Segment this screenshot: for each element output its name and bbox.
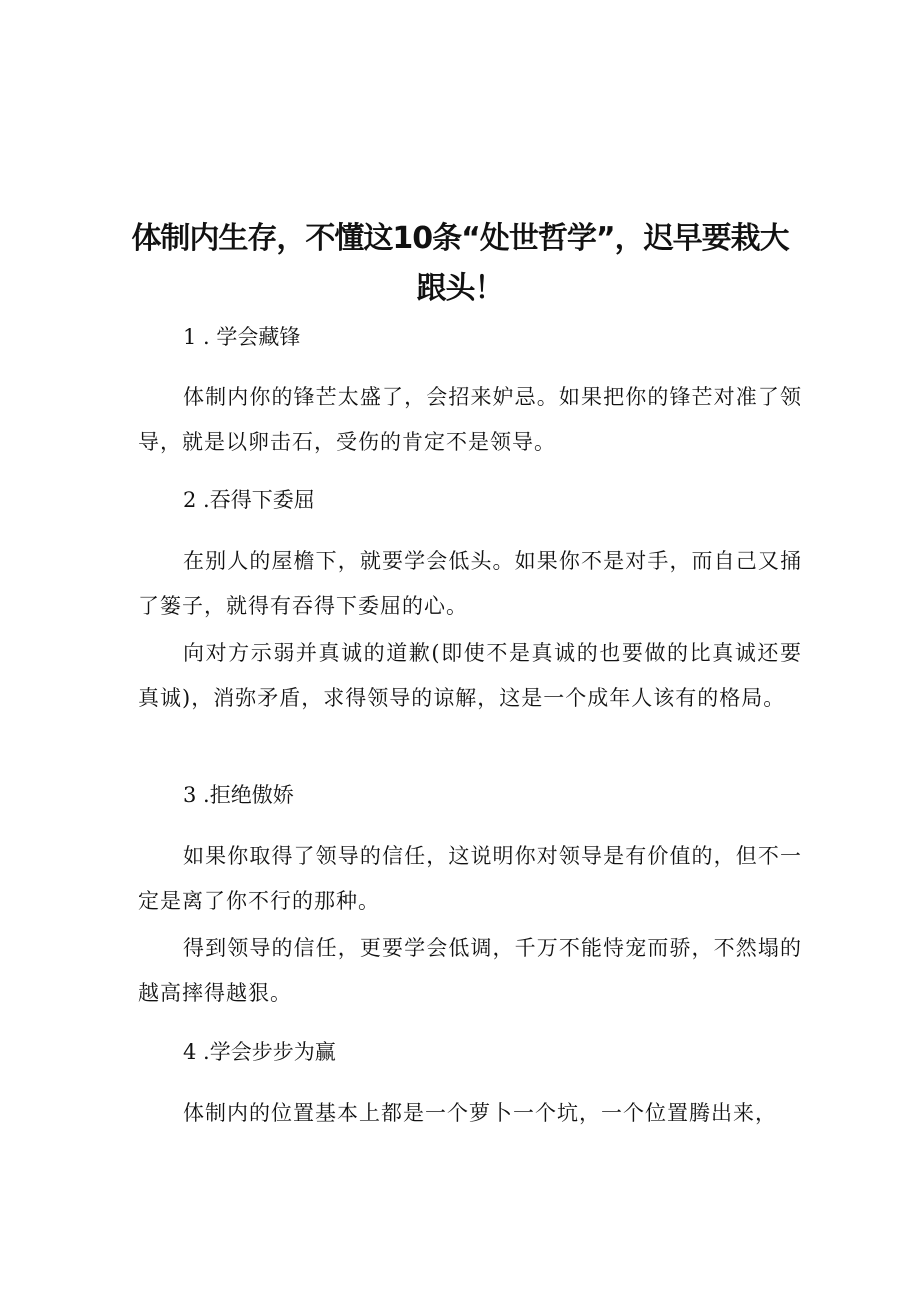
paragraph: 如果你取得了领导的信任，这说明你对领导是有价值的，但不一定是离了你不行的那种。 <box>138 844 802 913</box>
paragraph: 得到领导的信任，更要学会低调，千万不能恃宠而骄，不然塌的越高摔得越狠。 <box>138 936 802 1005</box>
paragraph: 体制内的位置基本上都是一个萝卜一个坑，一个位置腾出来， <box>183 1101 777 1125</box>
paragraph: 向对方示弱并真诚的道歉(即使不是真诚的也要做的比真诚还要真诚)，消弥矛盾，求得领导的谅解，这是一个成年人该有的格局。 <box>138 641 802 710</box>
section-heading: 3 .拒绝傲娇 <box>183 783 294 807</box>
paragraph: 体制内你的锋芒太盛了，会招来妒忌。如果把你的锋芒对准了领导，就是以卵击石，受伤的肯定不是领导。 <box>138 385 802 454</box>
paragraph: 在别人的屋檐下，就要学会低头。如果你不是对手，而自己又捅了篓子，就得有吞得下委屈的心。 <box>138 549 802 618</box>
section-heading: 1 . 学会藏锋 <box>183 325 301 349</box>
document-title: 体制内生存，不懂这10条“处世哲学”，迟早要栽大跟头！ <box>131 221 789 306</box>
section-heading: 4 .学会步步为赢 <box>183 1040 336 1064</box>
section-heading: 2 .吞得下委屈 <box>183 488 315 512</box>
